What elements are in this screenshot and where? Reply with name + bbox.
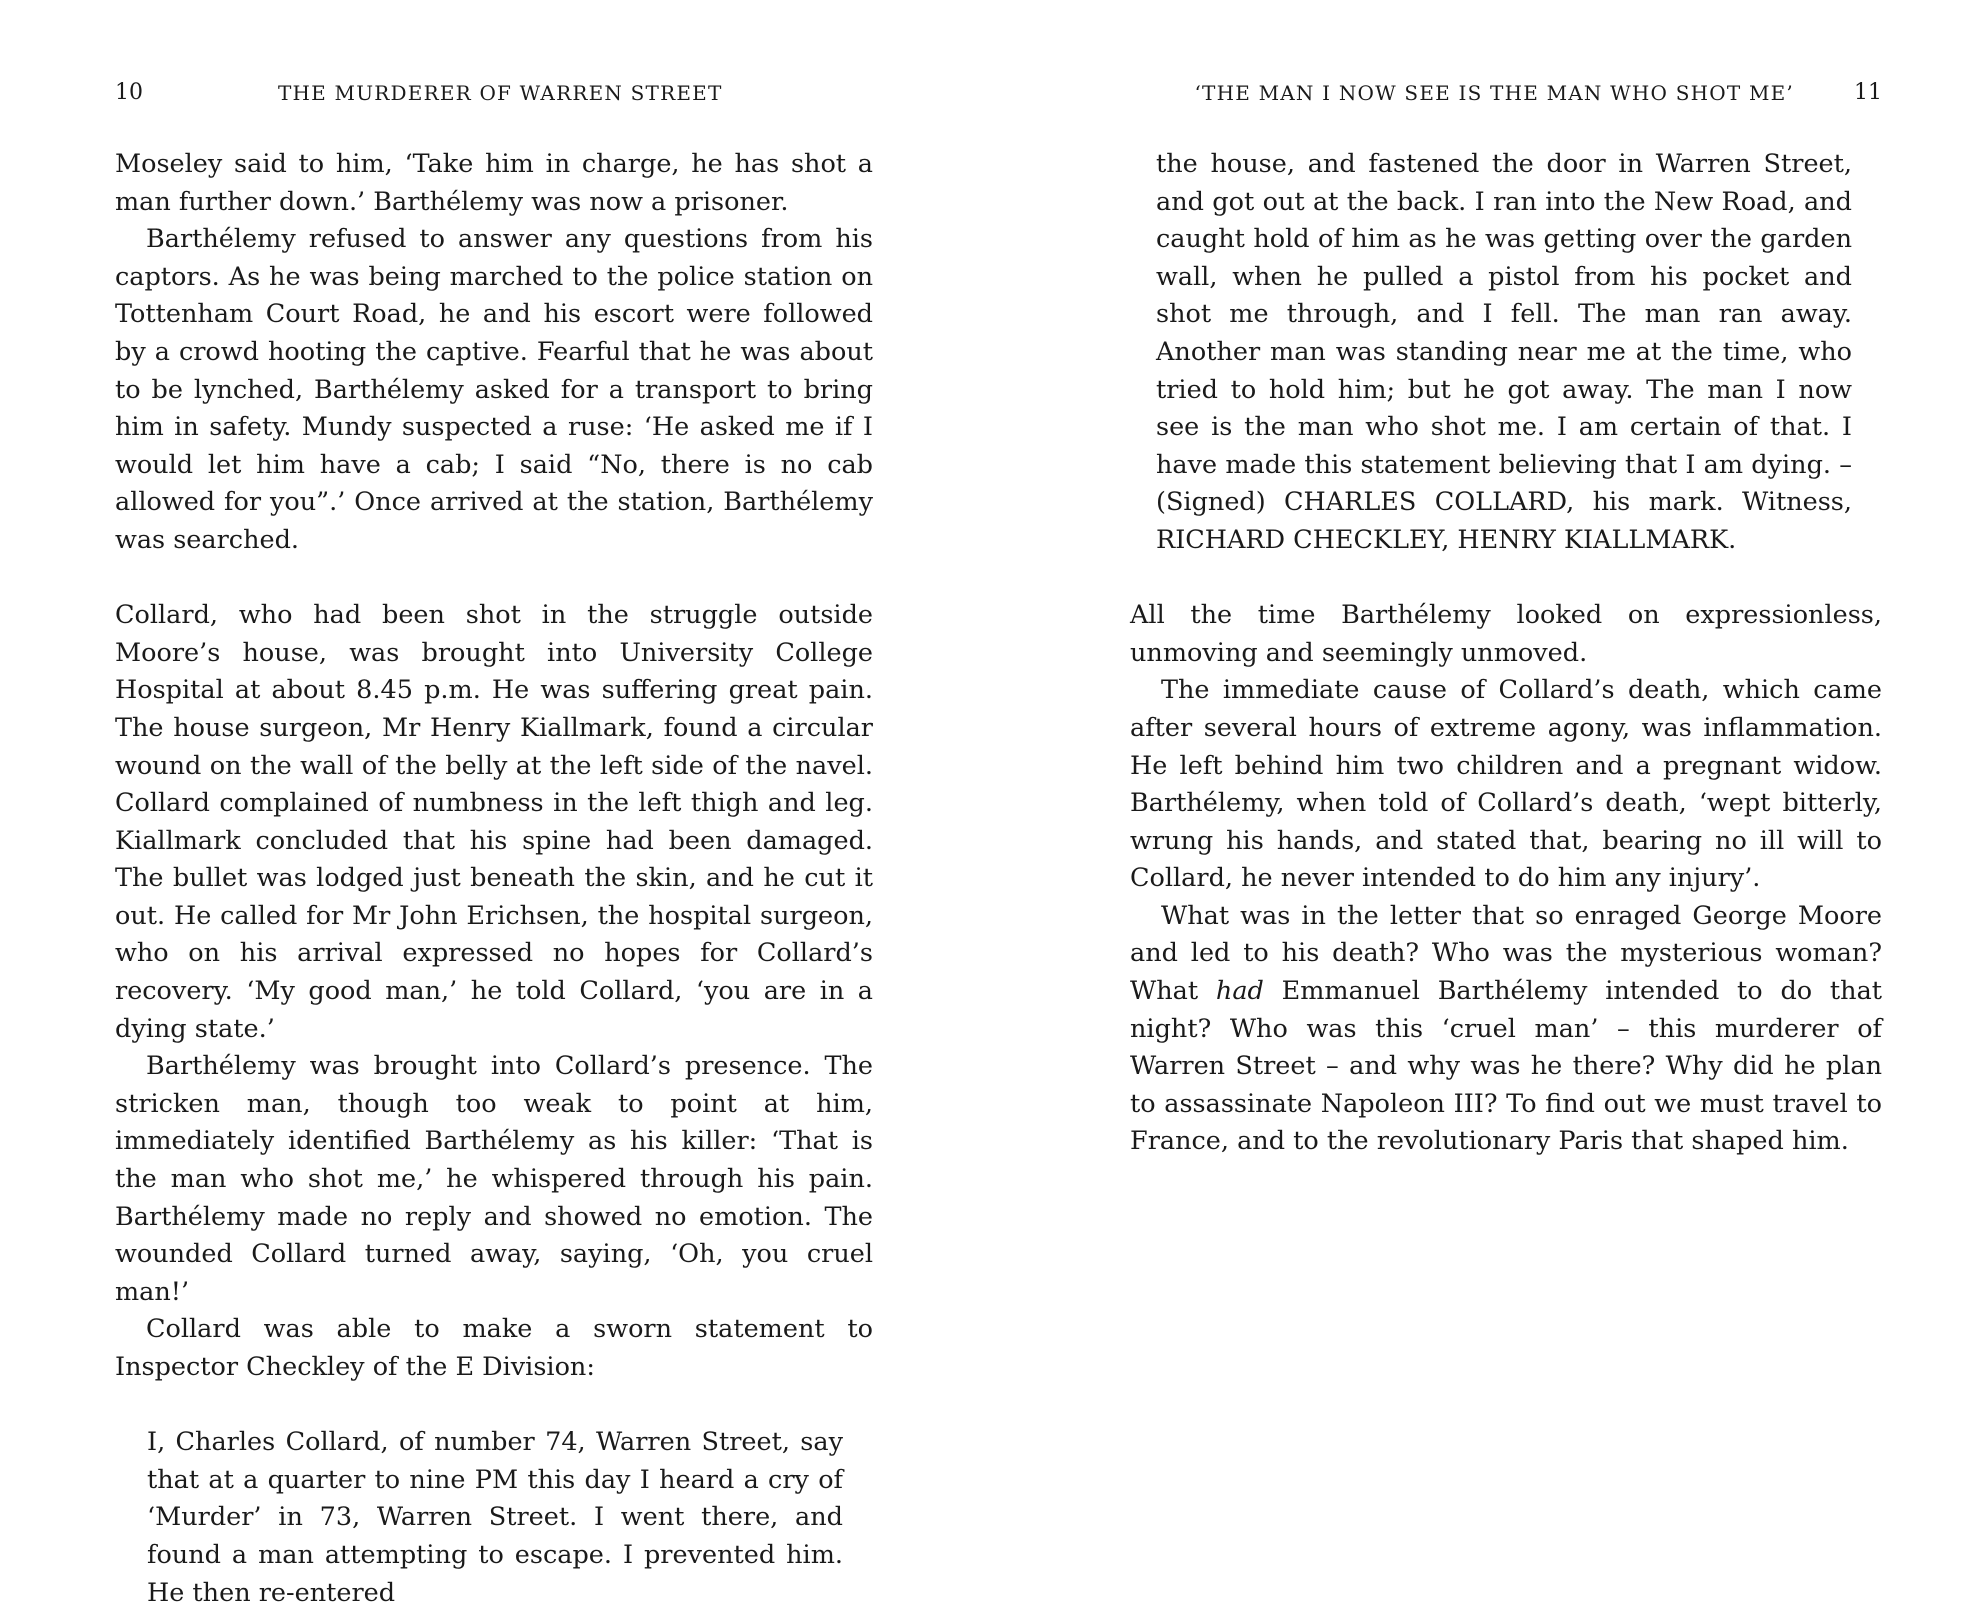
page-number: 11: [1854, 80, 1882, 105]
paragraph-text: What was in the letter that so enraged George Moore and led to his death? Who was the mysterious woman? What: [1130, 900, 1882, 1007]
left-page: [115, 0, 873, 1608]
left-page-header: [115, 78, 873, 108]
right-page: [1130, 0, 1882, 1526]
emphasis: had: [1215, 976, 1264, 1007]
paragraph-text: Emmanuel Barthélemy intended to do that night? Who was this ‘cruel man’ – this murderer of Warren Street – and why was he there? Why did he plan to assassinate Napoleon III? To find out we must travel to France, and to the revolutionary Paris that shaped him.: [1130, 976, 1883, 1157]
quote-text: I, Charles Collard, of number 74, Warren Street, say that at a quarter to nine PM this day I heard a cry of ‘Murder’ in 73, Warren Street. I went there, and found a man attempting to escape. I prevented him. He then re-entered: [147, 1427, 843, 1608]
paragraph: Barthélemy was brought into Collard’s presence. The stricken man, though too weak to point at him, immediately identified Barthélemy as his killer: ‘That is the man who shot me,’ he whispered through his pain. Barthélemy made no reply and showed no emotion. The wounded Collard turned away, saying, ‘Oh, you cruel man!’: [115, 1051, 873, 1307]
block-quote: [147, 1424, 843, 1612]
paragraph: Collard, who had been shot in the struggle outside Moore’s house, was brought into University College Hospital at about 8.45 p.m. He was suffering great pain. The house surgeon, Mr Henry Kiallmark, found a circular wound on the wall of the belly at the left side of the navel. Collard complained of numbness in the left thigh and leg. Kiallmark concluded that his spine had been damaged. The bullet was lodged just beneath the skin, and he cut it out. He called for Mr John Erichsen, the hospital surgeon, who on his arrival expressed no hopes for Collard’s recovery. ‘My good man,’ he told Collard, ‘you are in a dying state.’: [115, 600, 873, 1044]
paragraph: Barthélemy refused to answer any questions from his captors. As he was being marched to the police station on Tottenham Court Road, he and his escort were followed by a crowd hooting the captive. Fearful that he was about to be lynched, Barthélemy asked for a transport to bring him in safety. Mundy suspected a ruse: ‘He asked me if I would let him have a cab; I said “No, there is no cab allowed for you”.’ Once arrived at the station, Barthélemy was searched.: [115, 224, 873, 555]
paragraph: Moseley said to him, ‘Take him in charge, he has shot a man further down.’ Barthélemy was now a prisoner.: [115, 149, 873, 217]
paragraph: [1130, 898, 1882, 1161]
block-quote: [1156, 146, 1852, 560]
paragraph: All the time Barthélemy looked on expressionless, unmoving and seemingly unmoved.: [1130, 600, 1882, 668]
left-page-body: [115, 146, 873, 1612]
right-page-body: [1130, 146, 1882, 1161]
page-number: 10: [115, 80, 143, 105]
running-head: ‘THE MAN I NOW SEE IS THE MAN WHO SHOT ME’: [1194, 81, 1794, 105]
paragraph: The immediate cause of Collard’s death, which came after several hours of extreme agony, was inflammation. He left behind him two children and a pregnant widow. Barthélemy, when told of Collard’s death, ‘wept bitterly, wrung his hands, and stated that, bearing no ill will to Collard, he never intended to do him any injury’.: [1130, 675, 1882, 894]
paragraph: Collard was able to make a sworn statement to Inspector Checkley of the E Division:: [115, 1314, 873, 1382]
running-head: THE MURDERER OF WARREN STREET: [278, 81, 723, 105]
quote-text: the house, and fastened the door in Warren Street, and got out at the back. I ran into the New Road, and caught hold of him as he was getting over the garden wall, when he pulled a pistol from his pocket and shot me through, and I fell. The man ran away. Another man was standing near me at the time, who tried to hold him; but he got away. The man I now see is the man who shot me. I am certain of that. I have made this statement believing that I am dying. – (Signed) CHARLES COLLARD, his mark. Witness, RICHARD CHECKLEY, HENRY KIALLMARK.: [1156, 149, 1852, 555]
right-page-header: [1130, 78, 1882, 108]
